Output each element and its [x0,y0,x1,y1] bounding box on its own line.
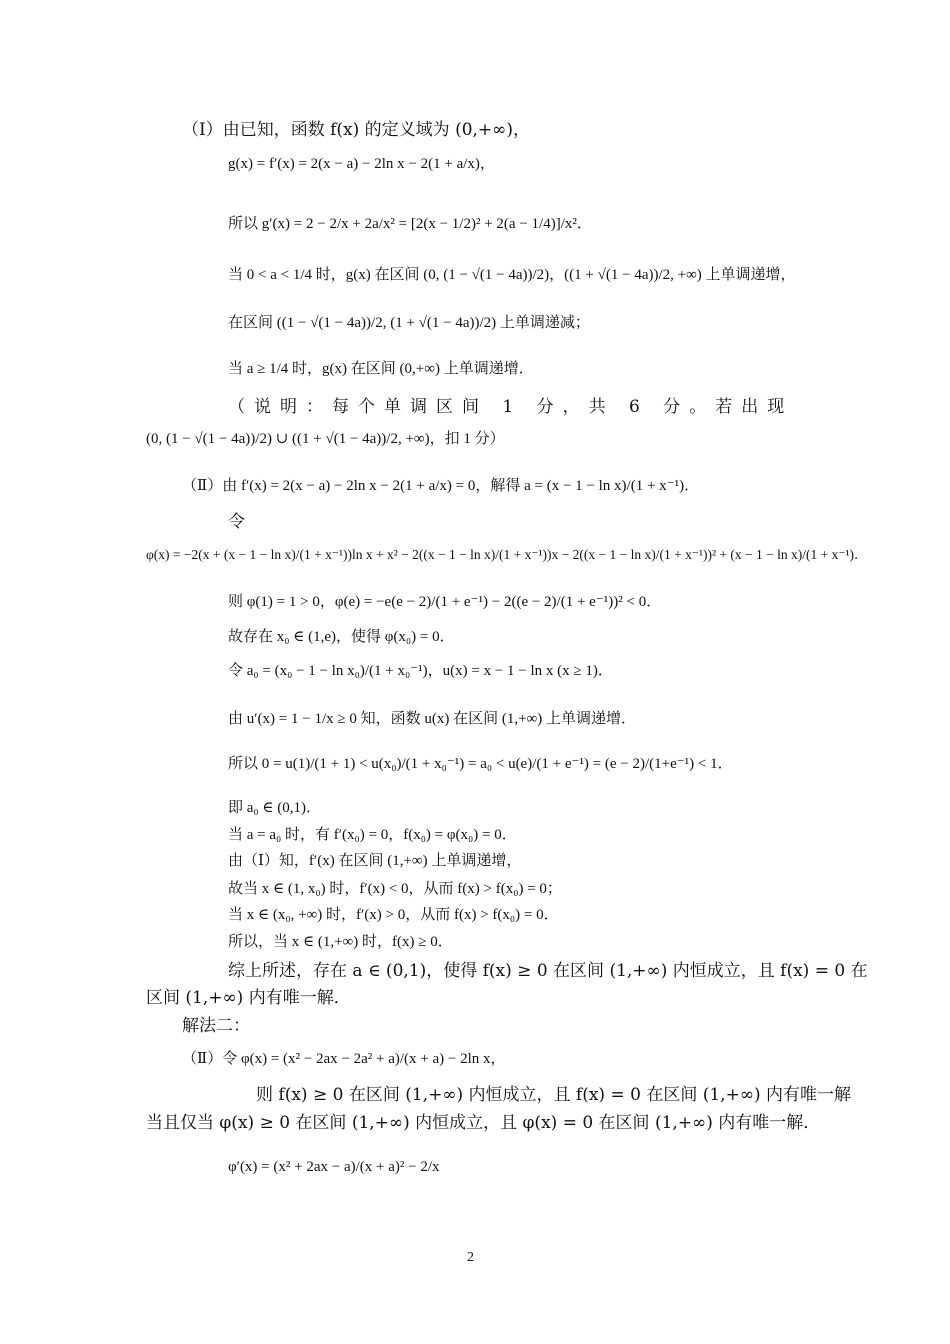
right-interval-line: 当 x ∈ (x₀, +∞) 时，f′(x) > 0，从而 f(x) > f(x₀) = 0． [228,907,559,923]
g-definition-line: g(x) = f′(x) = 2(x − a) − 2ln x − 2(1 + a/x)， [228,156,495,172]
page-number: 2 [467,1250,474,1265]
method-two-phi-line: （Ⅱ）令 φ(x) = (x² − 2ax − 2a² + a)/(x + a) − 2ln x， [182,1051,506,1067]
a0-range-line: 即 a₀ ∈ (0,1)． [228,800,321,816]
decreasing-interval-line: 在区间 ((1 − √(1 − 4a))/2, (1 + √(1 − 4a))/2) 上单调递减； [228,315,590,331]
left-interval-line: 故当 x ∈ (1, x₀) 时，f′(x) < 0，从而 f(x) > f(x₀) = 0； [228,881,562,897]
phi-values-line: 则 φ(1) = 1 > 0，φ(e) = −e(e − 2)/(1 + e⁻¹) − 2((e − 2)/(1 + e⁻¹))² < 0． [228,594,662,610]
g-derivative-line: 所以 g′(x) = 2 − 2/x + 2a/x² = [2(x − 1/2)² + 2(a − 1/4)]/x²． [228,216,592,232]
part-1-heading-line: （Ⅰ）由已知，函数 f(x) 的定义域为 (0,+∞)， [182,120,530,140]
phi-derivative-line: φ′(x) = (x² + 2ax − a)/(x + a)² − 2/x [228,1159,440,1175]
scoring-note-line: （说明：每个单调区间 1 分，共 6 分。若出现 [228,397,794,417]
phi-definition-line: φ(x) = −2(x + (x − 1 − ln x)/(1 + x⁻¹))ln x + x² − 2((x − 1 − ln x)/(1 + x⁻¹))x − 2((x − 1 − ln x)/(1 + x⁻¹))² + (x − 1 − ln x)/(1 + x⁻¹)． [146,547,868,562]
case-large-a-line: 当 a ≥ 1/4 时，g(x) 在区间 (0,+∞) 上单调递增． [228,361,534,377]
bound-chain-line: 所以 0 = u(1)/(1 + 1) < u(x₀)/(1 + x₀⁻¹) = a₀ < u(e)/(1 + e⁻¹) = (e − 2)/(1+e⁻¹) < 1． [228,756,733,772]
method-two-heading: 解法二： [182,1016,250,1036]
let-line: 令 [228,512,245,532]
equivalence-continued-line: 当且仅当 φ(x) ≥ 0 在区间 (1,+∞) 内恒成立，且 φ(x) = 0 在区间 (1,+∞) 内有唯一解． [146,1113,821,1133]
a-equals-a0-line: 当 a = a₀ 时，有 f′(x₀) = 0，f(x₀) = φ(x₀) = 0． [228,827,517,843]
summary-continued-line: 区间 (1,+∞) 内有唯一解． [146,988,351,1008]
equivalence-line: 则 f(x) ≥ 0 在区间 (1,+∞) 内恒成立，且 f(x) = 0 在区间 (1,+∞) 内有唯一解 [256,1085,852,1105]
existence-line: 故存在 x₀ ∈ (1,e)，使得 φ(x₀) = 0． [228,629,455,645]
part-2-heading-line: （Ⅱ）由 f′(x) = 2(x − a) − 2ln x − 2(1 + a/x) = 0，解得 a = (x − 1 − ln x)/(1 + x⁻¹)． [182,478,700,494]
u-monotone-line: 由 u′(x) = 1 − 1/x ≥ 0 知，函数 u(x) 在区间 (1,+∞) 上单调递增． [228,711,636,727]
conclusion-line: 所以，当 x ∈ (1,+∞) 时，f(x) ≥ 0． [228,934,453,950]
scoring-note-union-line: (0, (1 − √(1 − 4a))/2) ∪ ((1 + √(1 − 4a))/2, +∞)，扣 1 分） [146,431,505,447]
a0-definition-line: 令 a₀ = (x₀ − 1 − ln x₀)/(1 + x₀⁻¹)，u(x) = x − 1 − ln x (x ≥ 1)． [228,663,613,679]
summary-line: 综上所述，存在 a ∈ (0,1)，使得 f(x) ≥ 0 在区间 (1,+∞) 内恒成立，且 f(x) = 0 在 [228,961,868,981]
case-small-a-line: 当 0 < a < 1/4 时，g(x) 在区间 (0, (1 − √(1 − 4a))/2)，((1 + √(1 − 4a))/2, +∞) 上单调递增， [228,267,796,283]
from-part-1-line: 由（Ⅰ）知，f′(x) 在区间 (1,+∞) 上单调递增， [228,853,522,869]
